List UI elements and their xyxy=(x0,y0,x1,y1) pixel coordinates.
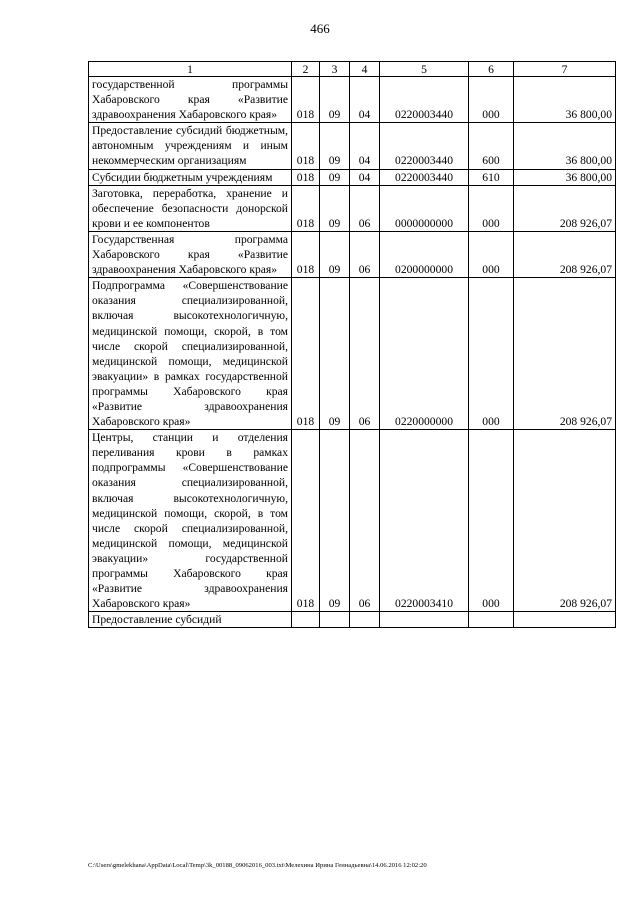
row-target-cell: 0220003410 xyxy=(380,430,469,612)
row-amount-cell: 208 926,07 xyxy=(514,185,616,231)
table-row xyxy=(89,77,616,123)
table-row xyxy=(89,231,616,277)
row-subsection-cell: 06 xyxy=(350,185,380,231)
row-amount-cell: 208 926,07 xyxy=(514,278,616,430)
row-name-cell: Центры, станции и отделения переливания крови в рамках подпрограммы «Совершенствование оказания специализированной, включая высокотехнологичную, медицинской помощи, скорой, в том числе скорой специализированной, медицинской помощи, медицинской эвакуации» государственной программы Хабаровского края «Развитие здравоохранения Хабаровского края» xyxy=(89,430,292,612)
row-target-cell xyxy=(380,612,469,628)
column-header-5: 5 xyxy=(380,62,469,77)
footer-file-path: C:\Users\gmelekhana\AppData\Local\Temp\3k_00188_09062016_003.txt\Мелехина Ирина Геннадьевна\14.06.2016 12:02:20 xyxy=(88,862,427,869)
row-section-cell: 09 xyxy=(320,278,350,430)
row-name-cell: Субсидии бюджетным учреждениям xyxy=(89,169,292,185)
table-row xyxy=(89,430,616,612)
row-target-cell: 0000000000 xyxy=(380,185,469,231)
budget-table xyxy=(88,61,616,628)
row-section-cell: 09 xyxy=(320,77,350,123)
row-amount-cell: 36 800,00 xyxy=(514,123,616,169)
row-type-cell: 600 xyxy=(469,123,514,169)
row-code-cell xyxy=(292,612,320,628)
row-amount-cell xyxy=(514,612,616,628)
row-target-cell: 0220003440 xyxy=(380,77,469,123)
row-type-cell: 000 xyxy=(469,231,514,277)
row-code-cell: 018 xyxy=(292,278,320,430)
row-name-cell: Государственная программа Хабаровского края «Развитие здравоохранения Хабаровского края» xyxy=(89,231,292,277)
table-row xyxy=(89,612,616,628)
row-type-cell xyxy=(469,612,514,628)
row-target-cell: 0220003440 xyxy=(380,123,469,169)
row-name-cell: Подпрограмма «Совершенствование оказания специализированной, включая высокотехнологичную, медицинской помощи, скорой, в том числе скорой специализированной, медицинской помощи, медицинской эвакуации» в рамках государственной программы Хабаровского края «Развитие здравоохранения Хабаровского края» xyxy=(89,278,292,430)
column-header-4: 4 xyxy=(350,62,380,77)
row-target-cell: 0200000000 xyxy=(380,231,469,277)
row-type-cell: 000 xyxy=(469,77,514,123)
row-section-cell xyxy=(320,612,350,628)
row-amount-cell: 36 800,00 xyxy=(514,77,616,123)
row-name-cell: Предоставление субсидий xyxy=(89,612,292,628)
column-header-1: 1 xyxy=(89,62,292,77)
row-type-cell: 000 xyxy=(469,430,514,612)
row-section-cell: 09 xyxy=(320,123,350,169)
row-code-cell: 018 xyxy=(292,430,320,612)
row-section-cell: 09 xyxy=(320,185,350,231)
row-subsection-cell: 04 xyxy=(350,77,380,123)
row-subsection-cell: 04 xyxy=(350,123,380,169)
table-row xyxy=(89,169,616,185)
column-header-6: 6 xyxy=(469,62,514,77)
table-row xyxy=(89,123,616,169)
row-type-cell: 000 xyxy=(469,185,514,231)
row-section-cell: 09 xyxy=(320,231,350,277)
row-name-cell: Предоставление субсидий бюджетным, автономным учреждениям и иным некоммерческим организациям xyxy=(89,123,292,169)
row-subsection-cell: 06 xyxy=(350,278,380,430)
row-section-cell: 09 xyxy=(320,169,350,185)
row-code-cell: 018 xyxy=(292,169,320,185)
row-section-cell: 09 xyxy=(320,430,350,612)
row-code-cell: 018 xyxy=(292,123,320,169)
row-subsection-cell: 06 xyxy=(350,231,380,277)
row-subsection-cell xyxy=(350,612,380,628)
table-body xyxy=(89,77,616,628)
table-row xyxy=(89,185,616,231)
row-target-cell: 0220003440 xyxy=(380,169,469,185)
page-number: 466 xyxy=(310,21,330,36)
header-row xyxy=(89,62,616,77)
row-amount-cell: 208 926,07 xyxy=(514,430,616,612)
column-header-7: 7 xyxy=(514,62,616,77)
row-type-cell: 610 xyxy=(469,169,514,185)
row-subsection-cell: 06 xyxy=(350,430,380,612)
row-target-cell: 0220000000 xyxy=(380,278,469,430)
row-code-cell: 018 xyxy=(292,77,320,123)
column-header-2: 2 xyxy=(292,62,320,77)
row-subsection-cell: 04 xyxy=(350,169,380,185)
row-code-cell: 018 xyxy=(292,231,320,277)
row-name-cell: Заготовка, переработка, хранение и обеспечение безопасности донорской крови и ее компонентов xyxy=(89,185,292,231)
row-amount-cell: 208 926,07 xyxy=(514,231,616,277)
row-name-cell: государственной программы Хабаровского края «Развитие здравоохранения Хабаровского края» xyxy=(89,77,292,123)
row-amount-cell: 36 800,00 xyxy=(514,169,616,185)
row-type-cell: 000 xyxy=(469,278,514,430)
table-row xyxy=(89,278,616,430)
row-code-cell: 018 xyxy=(292,185,320,231)
column-header-3: 3 xyxy=(320,62,350,77)
